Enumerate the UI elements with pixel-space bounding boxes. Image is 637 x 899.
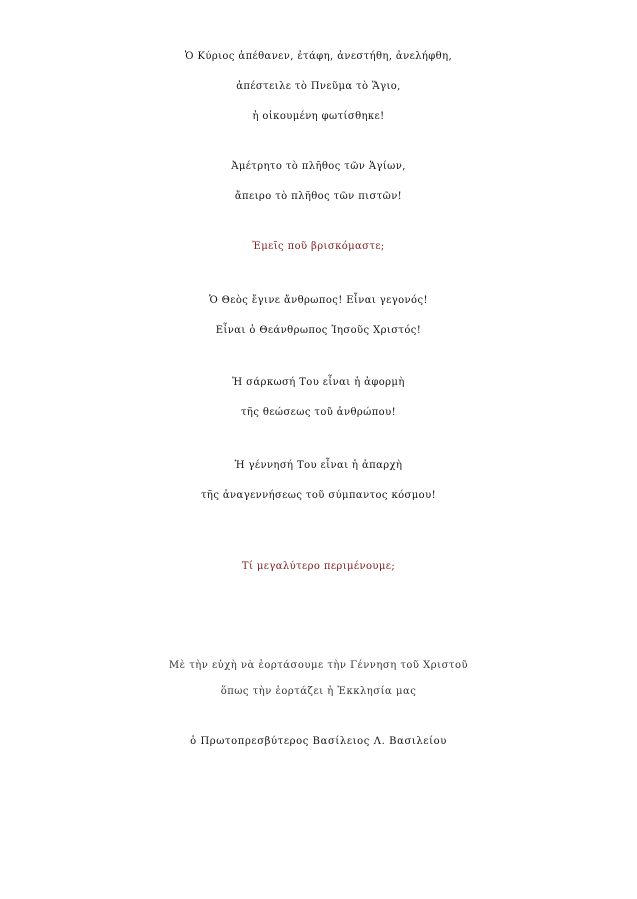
stanza-4-line-2: τῆς θεώσεως τοῦ ἀνθρώπου! bbox=[241, 407, 396, 418]
signature: ὁ Πρωτοπρεσβύτερος Βασίλειος Λ. Βασιλείου bbox=[190, 736, 447, 747]
stanza-1-line-2: ἀπέστειλε τὸ Πνεῦμα τὸ Ἅγιο, bbox=[236, 81, 401, 92]
stanza-1-line-1: Ὁ Κύριος ἀπέθανεν, ἐτάφη, ἀνεστήθη, ἀνελήφθη, bbox=[184, 51, 453, 62]
stanza-3-line-2: Εἶναι ὁ Θεάνθρωπος Ἰησοῦς Χριστός! bbox=[215, 325, 422, 336]
stanza-5-line-2: τῆς ἀναγεννήσεως τοῦ σύμπαντος κόσμου! bbox=[201, 490, 436, 501]
question-where-are-we: Ἐμεῖς ποῦ βρισκόμαστε; bbox=[252, 241, 385, 252]
question-what-greater: Τί μεγαλύτερο περιμένουμε; bbox=[241, 561, 396, 572]
stanza-2-line-1: Ἀμέτρητο τὸ πλῆθος τῶν Ἁγίων, bbox=[231, 161, 406, 172]
stanza-4-line-1: Ἡ σάρκωσή Του εἶναι ἡ ἀφορμὴ bbox=[232, 377, 405, 388]
greeting-line-1: Μὲ τὴν εὐχὴ νὰ ἑορτάσουμε τὴν Γέννηση τοῦ Χριστοῦ bbox=[168, 660, 469, 671]
stanza-5-line-1: Ἡ γέννησή Του εἶναι ἡ ἀπαρχὴ bbox=[234, 460, 403, 471]
stanza-3-line-1: Ὁ Θεὸς ἔγινε ἄνθρωπος! Εἶναι γεγονός! bbox=[209, 295, 428, 306]
greeting-line-2: ὅπως τὴν ἑορτάζει ἡ Ἐκκλησία μας bbox=[220, 686, 417, 697]
stanza-1-line-3: ἡ οἰκουμένη φωτίσθηκε! bbox=[252, 111, 385, 122]
stanza-2-line-2: ἄπειρο τὸ πλῆθος τῶν πιστῶν! bbox=[234, 191, 403, 202]
